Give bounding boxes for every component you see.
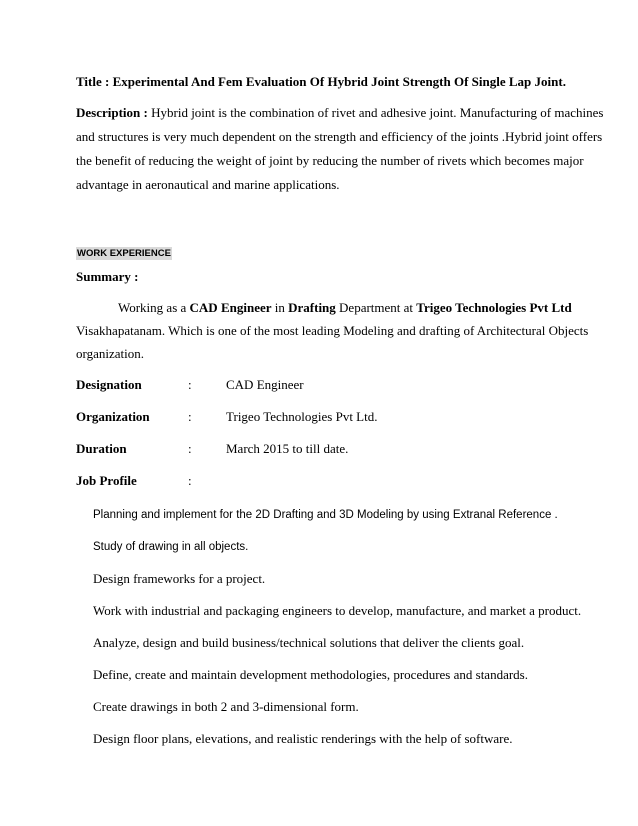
work-experience-heading: WORK EXPERIENCE bbox=[77, 248, 171, 259]
job-profile-item: Analyze, design and build business/technical solutions that deliver the clients goal. bbox=[93, 635, 525, 650]
detail-separator: : bbox=[188, 441, 192, 456]
description-line-1 bbox=[76, 105, 603, 121]
summary-role: CAD Engineer bbox=[189, 300, 272, 315]
detail-separator: : bbox=[188, 473, 192, 488]
detail-key: Duration bbox=[76, 441, 127, 456]
detail-separator: : bbox=[188, 409, 192, 424]
job-profile-item: Define, create and maintain development methodologies, procedures and standards. bbox=[93, 667, 528, 682]
description-line-3: the benefit of reducing the weight of joint by reducing the number of rivets which becomes major bbox=[76, 153, 584, 168]
summary-line-2: Visakhapatanam. Which is one of the most leading Modeling and drafting of Architectural Objects bbox=[76, 323, 589, 338]
detail-value: CAD Engineer bbox=[226, 377, 304, 392]
description-line-2: and structures is very much dependent on the strength and efficiency of the joints .Hybrid joint offers bbox=[76, 129, 603, 144]
description-line-4: advantage in aeronautical and marine applications. bbox=[76, 177, 340, 192]
summary-label: Summary : bbox=[76, 269, 139, 284]
job-profile-item: Planning and implement for the 2D Drafting and 3D Modeling by using Extranal Reference . bbox=[93, 509, 558, 521]
job-profile-item: Create drawings in both 2 and 3-dimensional form. bbox=[93, 699, 359, 714]
summary-company: Trigeo Technologies Pvt Ltd bbox=[416, 300, 572, 315]
detail-key: Job Profile bbox=[76, 473, 137, 488]
job-profile-item: Design frameworks for a project. bbox=[93, 571, 266, 586]
detail-key: Designation bbox=[76, 377, 142, 392]
project-title bbox=[76, 74, 566, 90]
title-label: Title : bbox=[76, 74, 110, 89]
job-profile-item: Design floor plans, elevations, and realistic renderings with the help of software. bbox=[93, 731, 513, 746]
summary-dept: Drafting bbox=[288, 300, 336, 315]
summary-line-3: organization. bbox=[76, 346, 144, 361]
summary-text-c: Department at bbox=[335, 300, 417, 315]
job-profile-item: Study of drawing in all objects. bbox=[93, 541, 249, 553]
detail-key: Organization bbox=[76, 409, 150, 424]
title-text: Experimental And Fem Evaluation Of Hybrid Joint Strength Of Single Lap Joint. bbox=[112, 74, 566, 89]
detail-separator: : bbox=[188, 377, 192, 392]
summary-text-a: Working as a bbox=[118, 300, 190, 315]
summary-line-1 bbox=[118, 300, 572, 316]
detail-value: March 2015 to till date. bbox=[226, 441, 349, 456]
description-label: Description : bbox=[76, 105, 148, 120]
description-text-1: Hybrid joint is the combination of rivet and adhesive joint. Manufacturing of machines bbox=[151, 105, 604, 120]
job-profile-item: Work with industrial and packaging engineers to develop, manufacture, and market a product. bbox=[93, 603, 582, 618]
detail-value: Trigeo Technologies Pvt Ltd. bbox=[226, 409, 378, 424]
summary-text-b: in bbox=[271, 300, 289, 315]
